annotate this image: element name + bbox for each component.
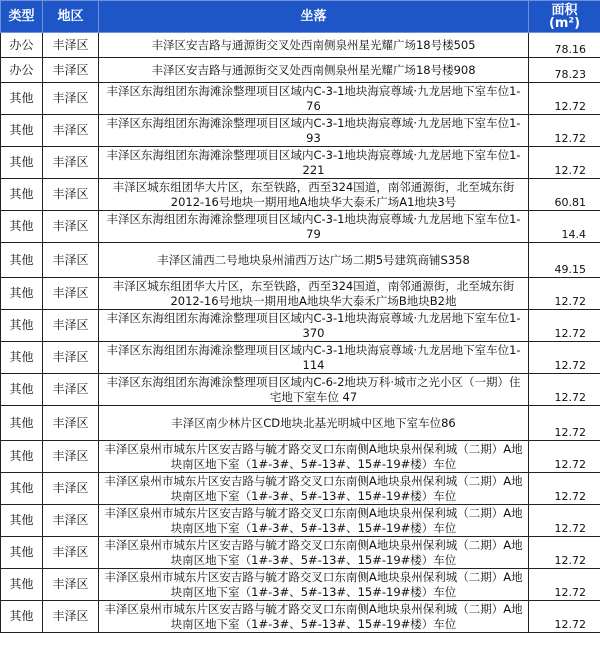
cell-area: 12.72	[529, 310, 600, 342]
cell-region: 丰泽区	[43, 441, 99, 473]
cell-area: 12.72	[529, 374, 600, 406]
cell-type: 其他	[1, 374, 43, 406]
cell-region: 丰泽区	[43, 406, 99, 441]
cell-location: 丰泽区东海组团东海滩涂整理项目区域内C-3-1地块海宸尊域·九龙居地下室车位1-76	[99, 83, 529, 115]
header-area	[529, 1, 600, 33]
cell-area: 49.15	[529, 243, 600, 278]
cell-type: 其他	[1, 473, 43, 505]
cell-region: 丰泽区	[43, 278, 99, 310]
cell-area: 14.4	[529, 211, 600, 243]
table-row	[1, 505, 600, 537]
cell-region: 丰泽区	[43, 115, 99, 147]
cell-type: 其他	[1, 278, 43, 310]
cell-area: 12.72	[529, 537, 600, 569]
table-row	[1, 278, 600, 310]
table-row	[1, 147, 600, 179]
cell-type: 其他	[1, 441, 43, 473]
cell-region: 丰泽区	[43, 342, 99, 374]
cell-area: 12.72	[529, 569, 600, 601]
header-row	[1, 1, 600, 33]
table-row	[1, 33, 600, 58]
cell-type: 其他	[1, 601, 43, 633]
table-row	[1, 179, 600, 211]
cell-region: 丰泽区	[43, 243, 99, 278]
cell-location: 丰泽区安吉路与通源街交叉处西南侧泉州星光耀广场18号楼505	[99, 33, 529, 58]
table-row	[1, 58, 600, 83]
cell-type: 其他	[1, 83, 43, 115]
cell-type: 其他	[1, 505, 43, 537]
table-row	[1, 537, 600, 569]
table-row	[1, 601, 600, 633]
table-row	[1, 115, 600, 147]
cell-location: 丰泽区浦西二号地块泉州浦西万达广场二期5号建筑商铺S358	[99, 243, 529, 278]
cell-area: 12.72	[529, 406, 600, 441]
header-region: 地区	[43, 1, 99, 33]
cell-region: 丰泽区	[43, 211, 99, 243]
cell-location: 丰泽区泉州市城东片区安吉路与毓才路交叉口东南侧A地块泉州保利城（二期）A地块南区地下室（1#-3#、5#-13#、15#-19#楼）车位	[99, 441, 529, 473]
cell-area: 12.72	[529, 505, 600, 537]
cell-region: 丰泽区	[43, 537, 99, 569]
table-row	[1, 243, 600, 278]
header-type: 类型	[1, 1, 43, 33]
cell-location: 丰泽区城东组团华大片区，东至铁路，西至324国道，南邻通源街，北至城东街2012-16号地块一期用地A地块华大泰禾广场B地块B2地	[99, 278, 529, 310]
cell-type: 其他	[1, 115, 43, 147]
table-row	[1, 211, 600, 243]
cell-region: 丰泽区	[43, 33, 99, 58]
table-row	[1, 342, 600, 374]
cell-area: 12.72	[529, 342, 600, 374]
cell-region: 丰泽区	[43, 601, 99, 633]
cell-region: 丰泽区	[43, 58, 99, 83]
cell-region: 丰泽区	[43, 310, 99, 342]
cell-type: 其他	[1, 310, 43, 342]
cell-area: 12.72	[529, 147, 600, 179]
table-row	[1, 473, 600, 505]
cell-area: 12.72	[529, 473, 600, 505]
table-row	[1, 569, 600, 601]
cell-region: 丰泽区	[43, 473, 99, 505]
cell-area: 12.72	[529, 83, 600, 115]
cell-type: 办公	[1, 33, 43, 58]
cell-location: 丰泽区安吉路与通源街交叉处西南侧泉州星光耀广场18号楼908	[99, 58, 529, 83]
table-row	[1, 406, 600, 441]
cell-area: 12.72	[529, 441, 600, 473]
cell-type: 其他	[1, 537, 43, 569]
cell-location: 丰泽区泉州市城东片区安吉路与毓才路交叉口东南侧A地块泉州保利城（二期）A地块南区地下室（1#-3#、5#-13#、15#-19#楼）车位	[99, 505, 529, 537]
table-row	[1, 310, 600, 342]
cell-type: 其他	[1, 406, 43, 441]
cell-location: 丰泽区东海组团东海滩涂整理项目区域内C-6-2地块万科·城市之光小区（一期）住宅地下室车位 47	[99, 374, 529, 406]
table-row	[1, 83, 600, 115]
cell-location: 丰泽区泉州市城东片区安吉路与毓才路交叉口东南侧A地块泉州保利城（二期）A地块南区地下室（1#-3#、5#-13#、15#-19#楼）车位	[99, 569, 529, 601]
cell-region: 丰泽区	[43, 83, 99, 115]
table-row	[1, 441, 600, 473]
cell-location: 丰泽区东海组团东海滩涂整理项目区域内C-3-1地块海宸尊域·九龙居地下室车位1-370	[99, 310, 529, 342]
cell-area: 60.81	[529, 179, 600, 211]
cell-location: 丰泽区南少林片区CD地块北基光明城中区地下室车位86	[99, 406, 529, 441]
header-area-label: 面积	[551, 2, 578, 18]
cell-region: 丰泽区	[43, 179, 99, 211]
cell-location: 丰泽区泉州市城东片区安吉路与毓才路交叉口东南侧A地块泉州保利城（二期）A地块南区地下室（1#-3#、5#-13#、15#-19#楼）车位	[99, 601, 529, 633]
cell-location: 丰泽区泉州市城东片区安吉路与毓才路交叉口东南侧A地块泉州保利城（二期）A地块南区地下室（1#-3#、5#-13#、15#-19#楼）车位	[99, 537, 529, 569]
cell-location: 丰泽区东海组团东海滩涂整理项目区域内C-3-1地块海宸尊域·九龙居地下室车位1-93	[99, 115, 529, 147]
cell-area: 12.72	[529, 278, 600, 310]
cell-region: 丰泽区	[43, 569, 99, 601]
cell-region: 丰泽区	[43, 505, 99, 537]
cell-type: 其他	[1, 147, 43, 179]
cell-region: 丰泽区	[43, 147, 99, 179]
cell-type: 办公	[1, 58, 43, 83]
cell-type: 其他	[1, 179, 43, 211]
cell-type: 其他	[1, 243, 43, 278]
cell-type: 其他	[1, 211, 43, 243]
cell-area: 12.72	[529, 115, 600, 147]
cell-region: 丰泽区	[43, 374, 99, 406]
cell-type: 其他	[1, 569, 43, 601]
cell-location: 丰泽区泉州市城东片区安吉路与毓才路交叉口东南侧A地块泉州保利城（二期）A地块南区地下室（1#-3#、5#-13#、15#-19#楼）车位	[99, 473, 529, 505]
cell-location: 丰泽区东海组团东海滩涂整理项目区域内C-3-1地块海宸尊域·九龙居地下室车位1-221	[99, 147, 529, 179]
cell-location: 丰泽区东海组团东海滩涂整理项目区域内C-3-1地块海宸尊域·九龙居地下室车位1-114	[99, 342, 529, 374]
cell-location: 丰泽区城东组团华大片区，东至铁路，西至324国道，南邻通源街，北至城东街2012-16号地块一期用地A地块华大泰禾广场A1地块3号	[99, 179, 529, 211]
cell-area: 78.23	[529, 58, 600, 83]
header-area-unit: (m²)	[548, 15, 581, 31]
cell-area: 78.16	[529, 33, 600, 58]
table-row	[1, 374, 600, 406]
cell-location: 丰泽区东海组团东海滩涂整理项目区域内C-3-1地块海宸尊域·九龙居地下室车位1-79	[99, 211, 529, 243]
cell-type: 其他	[1, 342, 43, 374]
header-location: 坐落	[99, 1, 529, 33]
cell-area: 12.72	[529, 601, 600, 633]
